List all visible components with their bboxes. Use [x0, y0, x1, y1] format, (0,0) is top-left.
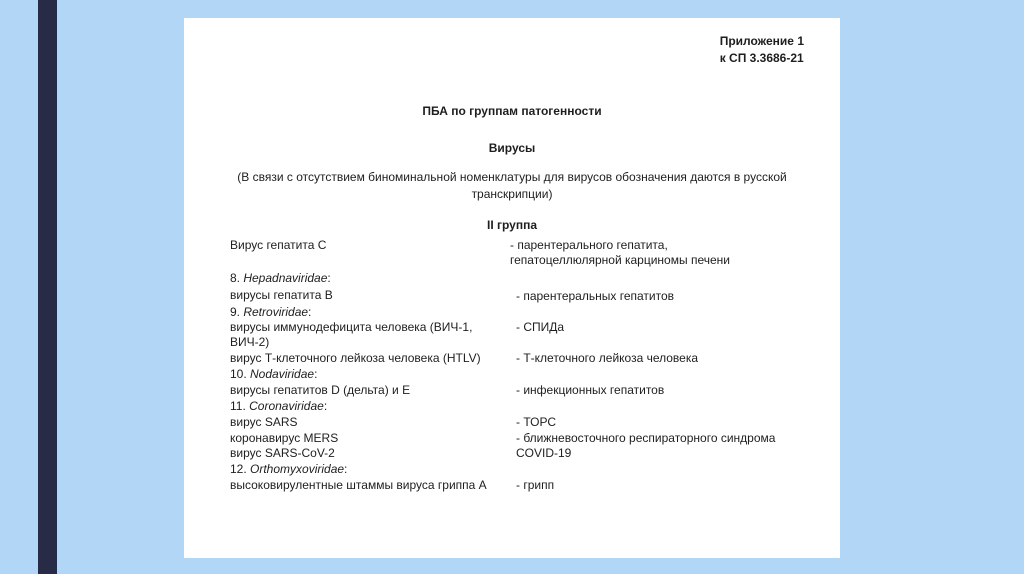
entry-left: вирус Т-клеточного лейкоза человека (HTLV): [230, 351, 481, 365]
entry-left: высоковирулентные штаммы вируса гриппа А: [230, 478, 487, 492]
entry-left: Вирус гепатита С: [230, 238, 327, 252]
page-title: ПБА по группам патогенности: [422, 104, 602, 118]
note-text: [184, 169, 840, 203]
family-heading: [230, 462, 347, 477]
entry-right: - ближневосточного респираторного синдрома: [516, 431, 776, 445]
appendix-line-2: к СП 3.3686-21: [719, 51, 804, 65]
family-number: 8.: [230, 271, 244, 285]
entry-left: вирус SARS: [230, 415, 298, 429]
family-colon: :: [344, 462, 348, 476]
entry-right: - Т-клеточного лейкоза человека: [516, 351, 699, 365]
family-number: 10.: [230, 367, 251, 381]
note-line-2: транскрипции): [471, 187, 553, 201]
entry-right: COVID-19: [516, 446, 572, 460]
entry-right: - грипп: [516, 478, 555, 492]
family-heading: [230, 399, 327, 414]
entry-right: - ТОРС: [516, 415, 556, 429]
entry-right: гепатоцеллюлярной карциномы печени: [510, 253, 730, 267]
family-name: Coronaviridae: [249, 399, 324, 413]
family-heading: [230, 305, 311, 320]
entry-left: ВИЧ-2): [230, 335, 270, 349]
family-number: 11.: [230, 399, 250, 413]
document-page: [184, 18, 840, 558]
section-subtitle: Вирусы: [488, 141, 536, 155]
family-colon: :: [323, 399, 328, 413]
family-heading: [230, 271, 331, 286]
group-title: II группа: [486, 218, 537, 232]
entry-left: вирусы гепатита В: [230, 288, 333, 302]
left-accent-bar: [38, 0, 57, 574]
family-name: Hepadnaviridae: [243, 271, 328, 285]
entry-right: - СПИДа: [516, 320, 565, 334]
family-name: Nodaviridae: [250, 367, 315, 381]
family-number: 12.: [230, 462, 251, 476]
appendix-line-1: Приложение 1: [719, 34, 804, 48]
family-name: Retroviridae: [243, 305, 309, 319]
entry-right: - парентеральных гепатитов: [516, 289, 675, 303]
family-colon: :: [314, 367, 318, 381]
family-colon: :: [327, 271, 331, 285]
entry-right: - парентерального гепатита,: [510, 238, 668, 252]
entry-left: вирусы иммунодефицита человека (ВИЧ-1,: [230, 320, 473, 334]
appendix-label: [720, 33, 804, 67]
entry-right: - инфекционных гепатитов: [516, 383, 665, 397]
family-heading: [230, 367, 317, 382]
entry-left: вирус SARS-CoV-2: [230, 446, 335, 460]
family-name: Orthomyxoviridae: [250, 462, 345, 476]
family-number: 9.: [230, 305, 244, 319]
note-line-1: (В связи с отсутствием биноминальной номенклатуры для вирусов обозначения даются в русской: [237, 170, 787, 184]
family-colon: :: [308, 305, 312, 319]
entry-left: коронавирус MERS: [230, 431, 339, 445]
entry-left: вирусы гепатитов D (дельта) и Е: [230, 383, 411, 397]
